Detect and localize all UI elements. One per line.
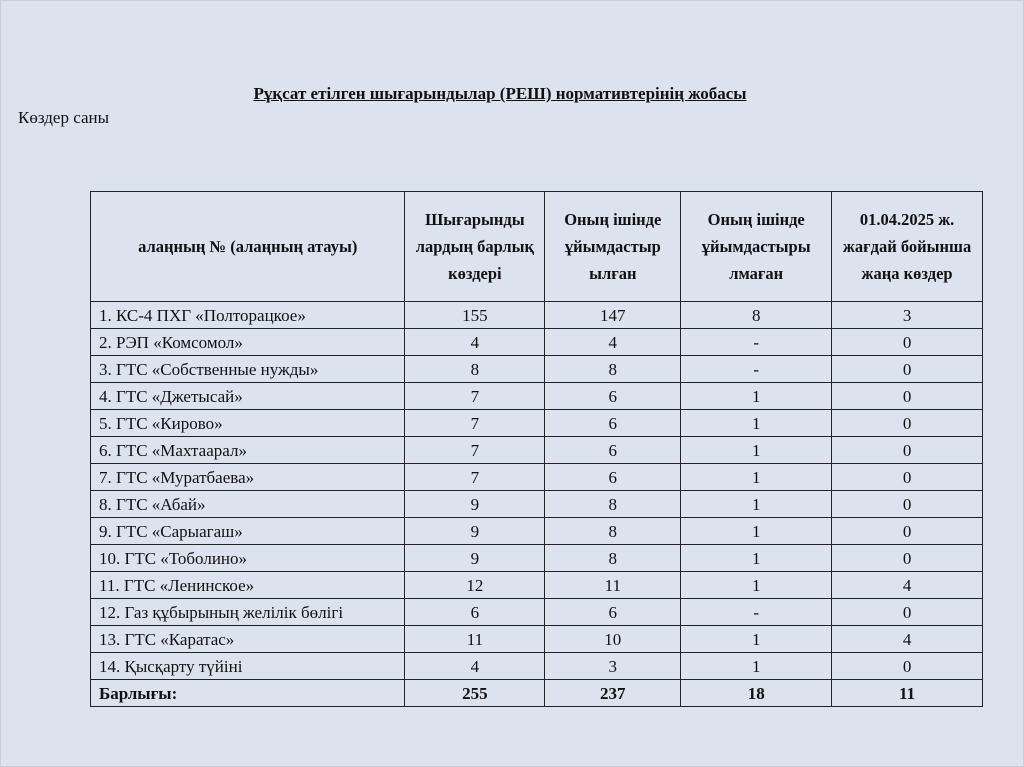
table-row [91,599,983,626]
total-organized: 237 [545,680,681,707]
cell-organized: 8 [545,356,681,383]
cell-total: 9 [405,518,545,545]
cell-unorganized: 1 [681,491,832,518]
cell-unorganized: - [681,599,832,626]
cell-organized: 6 [545,383,681,410]
cell-organized: 8 [545,545,681,572]
cell-total: 4 [405,329,545,356]
cell-site: 12. Газ құбырының желілік бөлігі [91,599,405,626]
table-row [91,356,983,383]
cell-new: 0 [832,356,983,383]
cell-site: 11. ГТС «Ленинское» [91,572,405,599]
header-total-sources: Шығарынды лардың барлық көздері [405,192,545,302]
table-row [91,653,983,680]
cell-total: 6 [405,599,545,626]
cell-unorganized: 1 [681,626,832,653]
cell-site: 13. ГТС «Каратас» [91,626,405,653]
cell-organized: 8 [545,491,681,518]
cell-new: 0 [832,437,983,464]
cell-unorganized: 1 [681,653,832,680]
cell-unorganized: 1 [681,545,832,572]
cell-new: 0 [832,464,983,491]
table-row [91,329,983,356]
cell-organized: 8 [545,518,681,545]
header-organized: Оның ішінде ұйымдастыр ылған [545,192,681,302]
cell-unorganized: 1 [681,518,832,545]
cell-site: 10. ГТС «Тоболино» [91,545,405,572]
cell-site: 3. ГТС «Собственные нужды» [91,356,405,383]
cell-total: 7 [405,437,545,464]
cell-new: 0 [832,410,983,437]
cell-total: 9 [405,545,545,572]
cell-organized: 6 [545,437,681,464]
table-row [91,302,983,329]
cell-new: 0 [832,491,983,518]
total-label: Барлығы: [91,680,405,707]
total-total: 255 [405,680,545,707]
cell-organized: 4 [545,329,681,356]
document-title: Рұқсат етілген шығарындылар (РЕШ) нормативтерінің жобасы [253,84,747,103]
cell-site: 1. КС-4 ПХГ «Полторацкое» [91,302,405,329]
total-new: 11 [832,680,983,707]
cell-organized: 10 [545,626,681,653]
cell-unorganized: 1 [681,383,832,410]
cell-new: 3 [832,302,983,329]
document-subtitle: Көздер саны [18,108,110,127]
table-row [91,410,983,437]
cell-site: 6. ГТС «Махтаарал» [91,437,405,464]
cell-unorganized: 1 [681,410,832,437]
cell-organized: 3 [545,653,681,680]
table-total-row [91,680,983,707]
cell-site: 2. РЭП «Комсомол» [91,329,405,356]
cell-total: 9 [405,491,545,518]
cell-unorganized: - [681,329,832,356]
cell-site: 4. ГТС «Джетысай» [91,383,405,410]
cell-total: 7 [405,383,545,410]
cell-site: 8. ГТС «Абай» [91,491,405,518]
cell-new: 4 [832,572,983,599]
cell-unorganized: 1 [681,437,832,464]
cell-new: 0 [832,329,983,356]
cell-unorganized: 1 [681,572,832,599]
cell-organized: 6 [545,599,681,626]
header-unorganized: Оның ішінде ұйымдастыры лмаған [681,192,832,302]
cell-new: 0 [832,599,983,626]
cell-total: 7 [405,410,545,437]
cell-organized: 6 [545,464,681,491]
sources-table [90,191,983,707]
cell-new: 0 [832,518,983,545]
header-new-sources: 01.04.2025 ж. жағдай бойынша жаңа көздер [832,192,983,302]
cell-total: 11 [405,626,545,653]
table-row [91,518,983,545]
cell-total: 7 [405,464,545,491]
cell-site: 7. ГТС «Муратбаева» [91,464,405,491]
cell-site: 5. ГТС «Кирово» [91,410,405,437]
cell-new: 0 [832,653,983,680]
cell-total: 8 [405,356,545,383]
table-row [91,626,983,653]
cell-organized: 6 [545,410,681,437]
cell-unorganized: - [681,356,832,383]
cell-organized: 147 [545,302,681,329]
table-row [91,572,983,599]
cell-total: 155 [405,302,545,329]
table-row [91,464,983,491]
cell-organized: 11 [545,572,681,599]
table-header-row [91,192,983,302]
table-row [91,491,983,518]
table-body [91,302,983,707]
cell-unorganized: 1 [681,464,832,491]
table-row [91,437,983,464]
cell-total: 4 [405,653,545,680]
cell-new: 0 [832,545,983,572]
table-row [91,545,983,572]
cell-new: 4 [832,626,983,653]
cell-total: 12 [405,572,545,599]
cell-site: 9. ГТС «Сарыагаш» [91,518,405,545]
table-row [91,383,983,410]
header-site: алаңның № (алаңның атауы) [91,192,405,302]
total-unorganized: 18 [681,680,832,707]
cell-unorganized: 8 [681,302,832,329]
cell-site: 14. Қысқарту түйіні [91,653,405,680]
cell-new: 0 [832,383,983,410]
